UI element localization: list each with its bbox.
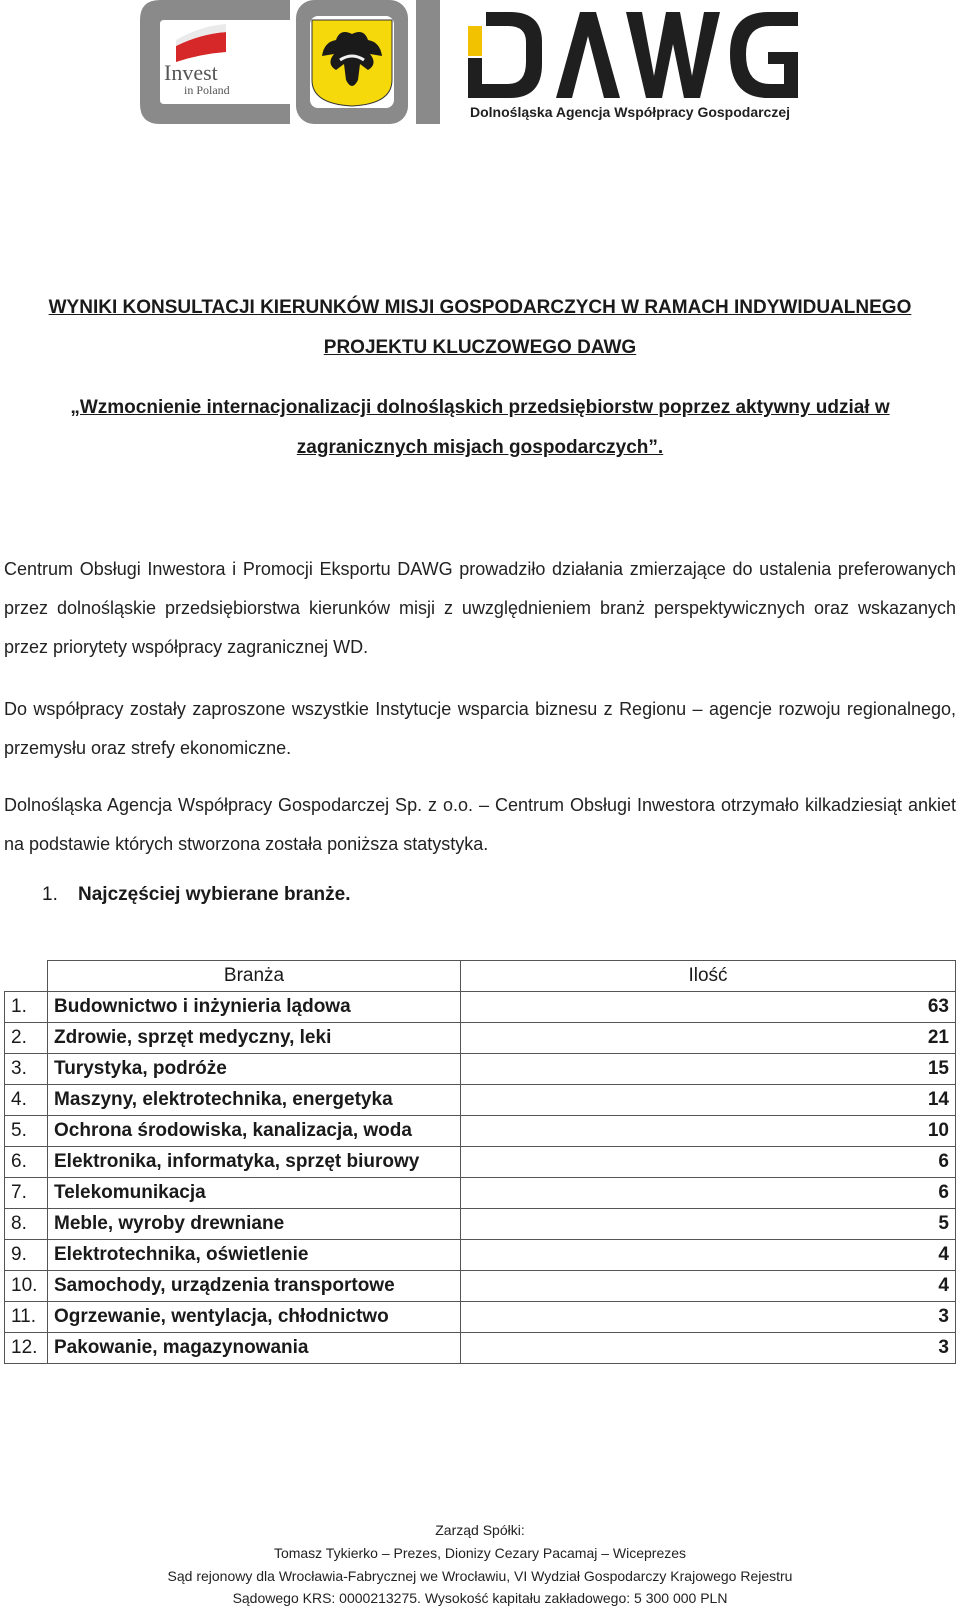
row-industry-name: Samochody, urządzenia transportowe xyxy=(48,1271,461,1302)
row-count: 4 xyxy=(461,1240,956,1271)
row-industry-name: Turystyka, podróże xyxy=(48,1054,461,1085)
row-industry-name: Meble, wyroby drewniane xyxy=(48,1209,461,1240)
footer-board-label: Zarząd Spółki: xyxy=(435,1522,525,1538)
row-index: 5. xyxy=(5,1116,48,1147)
row-count: 5 xyxy=(461,1209,956,1240)
row-index: 3. xyxy=(5,1054,48,1085)
section-number: 1. xyxy=(42,884,58,905)
row-industry-name: Pakowanie, magazynowania xyxy=(48,1333,461,1364)
document-subtitle-line-2: zagranicznych misjach gospodarczych”. xyxy=(296,437,664,458)
dawg-subtitle: Dolnośląska Agencja Współpracy Gospodarczej xyxy=(470,104,791,120)
footer-board-members: Tomasz Tykierko – Prezes, Dionizy Cezary Pacamaj – Wiceprezes xyxy=(273,1545,687,1561)
row-index: 7. xyxy=(5,1178,48,1209)
row-count: 3 xyxy=(461,1302,956,1333)
row-industry-name: Ochrona środowiska, kanalizacja, woda xyxy=(48,1116,461,1147)
row-index: 12. xyxy=(5,1333,48,1364)
table-row xyxy=(5,1023,956,1054)
document-title-line-2: PROJEKTU KLUCZOWEGO DAWG xyxy=(323,337,637,358)
row-index: 8. xyxy=(5,1209,48,1240)
row-industry-name: Budownictwo i inżynieria lądowa xyxy=(48,992,461,1023)
table-row xyxy=(5,992,956,1023)
table-row xyxy=(5,1054,956,1085)
table-row xyxy=(5,1209,956,1240)
svg-text:in Poland: in Poland xyxy=(184,83,230,97)
section-heading xyxy=(42,880,350,910)
row-count: 10 xyxy=(461,1116,956,1147)
row-index: 4. xyxy=(5,1085,48,1116)
row-industry-name: Telekomunikacja xyxy=(48,1178,461,1209)
row-count: 6 xyxy=(461,1178,956,1209)
row-count: 4 xyxy=(461,1271,956,1302)
table-row xyxy=(5,1147,956,1178)
coi-logo xyxy=(140,0,450,124)
survey-paragraph: Dolnośląska Agencja Współpracy Gospodarczej Sp. z o.o. – Centrum Obsługi Inwestora otrzymało kilkadziesiąt ankiet na podstawie których stworzona została poniższa statystyka. xyxy=(4,795,956,854)
row-index: 1. xyxy=(5,992,48,1023)
row-index: 2. xyxy=(5,1023,48,1054)
table-row xyxy=(5,1271,956,1302)
document-subtitle-line-1: „Wzmocnienie internacjonalizacji dolnośląskich przedsiębiorstw poprzez aktywny udział w xyxy=(70,397,890,418)
row-count: 21 xyxy=(461,1023,956,1054)
table-header-row xyxy=(5,961,956,992)
footer-registry-info: Sądowego KRS: 0000213275. Wysokość kapitału zakładowego: 5 300 000 PLN xyxy=(232,1590,728,1606)
table-row xyxy=(5,1178,956,1209)
cooperation-paragraph: Do współpracy zostały zaproszone wszystkie Instytucje wsparcia biznesu z Regionu – agencje rozwoju regionalnego, przemysłu oraz strefy ekonomiczne. xyxy=(4,699,956,758)
row-industry-name: Elektrotechnika, oświetlenie xyxy=(48,1240,461,1271)
document-title-line-1: WYNIKI KONSULTACJI KIERUNKÓW MISJI GOSPODARCZYCH W RAMACH INDYWIDUALNEGO xyxy=(48,297,912,318)
table-row xyxy=(5,1333,956,1364)
table-header-empty xyxy=(5,961,48,992)
row-industry-name: Ogrzewanie, wentylacja, chłodnictwo xyxy=(48,1302,461,1333)
row-industry-name: Elektronika, informatyka, sprzęt biurowy xyxy=(48,1147,461,1178)
table-row xyxy=(5,1240,956,1271)
page-header xyxy=(0,0,960,130)
invest-logo-text: Invest xyxy=(164,60,218,85)
table-row xyxy=(5,1085,956,1116)
row-industry-name: Zdrowie, sprzęt medyczny, leki xyxy=(48,1023,461,1054)
industries-table xyxy=(4,960,956,1364)
section-title: Najczęściej wybierane branże. xyxy=(78,884,351,905)
table-header-count: Ilość xyxy=(461,961,956,992)
row-index: 6. xyxy=(5,1147,48,1178)
row-count: 3 xyxy=(461,1333,956,1364)
row-count: 63 xyxy=(461,992,956,1023)
footer-court-info: Sąd rejonowy dla Wrocławia-Fabrycznej we Wrocławiu, VI Wydział Gospodarczy Krajowego Rejestru xyxy=(167,1568,793,1584)
table-row xyxy=(5,1116,956,1147)
intro-paragraph: Centrum Obsługi Inwestora i Promocji Eksportu DAWG prowadziło działania zmierzające do ustalenia preferowanych przez dolnośląskie przedsiębiorstwa kierunków misji z uwzględnieniem branż perspektywicznych oraz wskazanych przez priorytety współpracy zagranicznej WD. xyxy=(4,559,956,657)
row-count: 14 xyxy=(461,1085,956,1116)
row-industry-name: Maszyny, elektrotechnika, energetyka xyxy=(48,1085,461,1116)
row-count: 15 xyxy=(461,1054,956,1085)
row-index: 10. xyxy=(5,1271,48,1302)
row-count: 6 xyxy=(461,1147,956,1178)
table-row xyxy=(5,1302,956,1333)
row-index: 11. xyxy=(5,1302,48,1333)
row-index: 9. xyxy=(5,1240,48,1271)
table-header-industry: Branża xyxy=(48,961,461,992)
